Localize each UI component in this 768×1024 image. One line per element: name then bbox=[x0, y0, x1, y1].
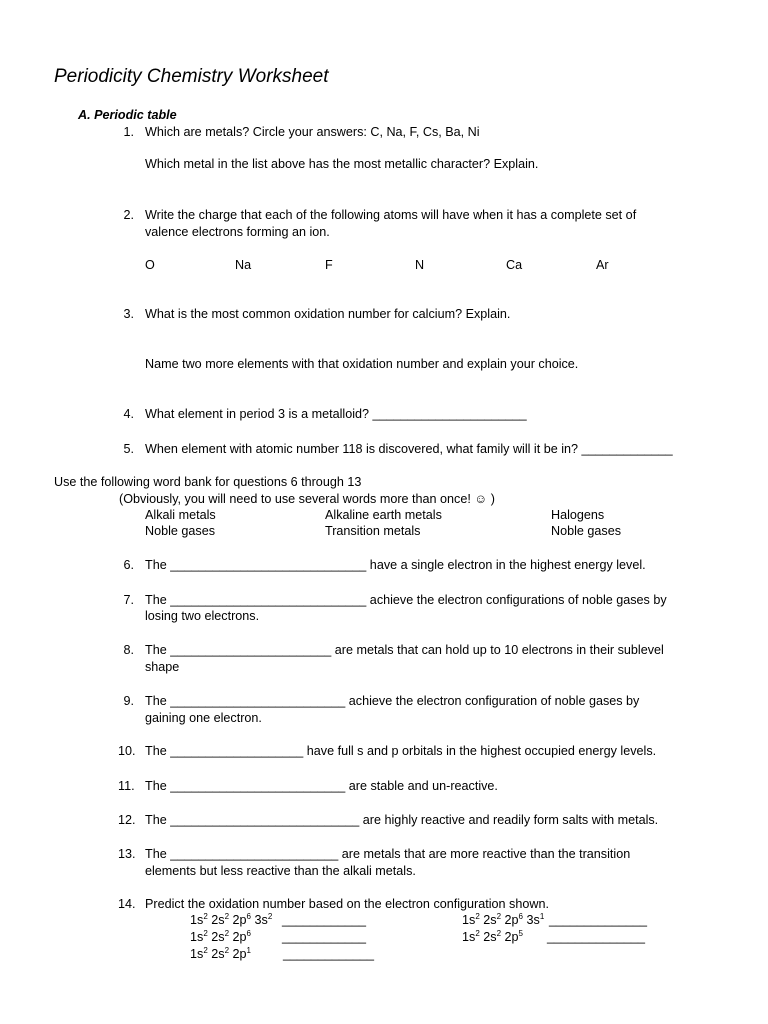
atom-symbol: F bbox=[325, 258, 333, 272]
question-subtext: Which metal in the list above has the most metallic character? Explain. bbox=[145, 157, 539, 171]
section-heading-periodic-table: A. Periodic table bbox=[78, 108, 177, 122]
question-number: 7. bbox=[123, 593, 134, 607]
question-subtext: Name two more elements with that oxidation number and explain your choice. bbox=[145, 357, 579, 371]
question-number: 10. bbox=[118, 744, 136, 758]
question-text-continued: losing two electrons. bbox=[145, 609, 260, 623]
question-text: The ____________________________ have a single electron in the highest energy level. bbox=[145, 558, 646, 572]
page-title: Periodicity Chemistry Worksheet bbox=[54, 66, 329, 87]
question-text: When element with atomic number 118 is discovered, what family will it be in? _____________ bbox=[145, 442, 673, 456]
question-text: The ____________________________ achieve the electron configurations of noble gases by bbox=[145, 593, 667, 607]
word-bank-intro: Use the following word bank for questions 6 through 13 bbox=[54, 475, 362, 489]
word-bank-term: Halogens bbox=[551, 508, 605, 522]
atom-symbol: Ca bbox=[506, 258, 523, 272]
word-bank-term: Noble gases bbox=[551, 524, 622, 538]
word-bank-term: Noble gases bbox=[145, 524, 216, 538]
question-text: The ___________________________ are highly reactive and readily form salts with metals. bbox=[145, 813, 659, 827]
question-text: What element in period 3 is a metalloid? ______________________ bbox=[145, 407, 527, 421]
question-number: 2. bbox=[123, 208, 134, 222]
atom-symbol: Na bbox=[235, 258, 252, 272]
electron-configuration: $1s^2$ $2s^2$ $2p^6$ $3s^1$ bbox=[462, 912, 545, 927]
question-text: Write the charge that each of the following atoms will have when it has a complete set of bbox=[145, 208, 637, 222]
question-number: 4. bbox=[123, 407, 134, 421]
question-number: 9. bbox=[123, 694, 134, 708]
question-text: The _______________________ are metals that can hold up to 10 electrons in their sublevel bbox=[145, 643, 664, 657]
question-text: The _________________________ are stable and un-reactive. bbox=[145, 779, 498, 793]
question-text: The ___________________ have full s and p orbitals in the highest occupied energy levels. bbox=[145, 744, 657, 758]
question-text-continued: valence electrons forming an ion. bbox=[145, 225, 330, 239]
question-number: 3. bbox=[123, 307, 134, 321]
question-number: 5. bbox=[123, 442, 134, 456]
answer-blank[interactable]: ____________ bbox=[282, 913, 367, 927]
question-text-continued: gaining one electron. bbox=[145, 711, 262, 725]
electron-configuration: $1s^2$ $2s^2$ $2p^1$ bbox=[190, 946, 251, 961]
electron-configuration: $1s^2$ $2s^2$ $2p^5$ bbox=[462, 929, 523, 944]
question-number: 13. bbox=[118, 847, 136, 861]
question-number: 14. bbox=[118, 897, 136, 911]
word-bank-term: Alkali metals bbox=[145, 508, 216, 522]
atom-symbol: N bbox=[415, 258, 425, 272]
question-number: 12. bbox=[118, 813, 136, 827]
answer-blank[interactable]: _____________ bbox=[283, 947, 375, 961]
word-bank-term: Alkaline earth metals bbox=[325, 508, 442, 522]
answer-blank[interactable]: ______________ bbox=[547, 930, 646, 944]
answer-blank[interactable]: ______________ bbox=[549, 913, 648, 927]
atom-symbol: Ar bbox=[596, 258, 609, 272]
electron-configuration: $1s^2$ $2s^2$ $2p^6$ bbox=[190, 929, 251, 944]
question-text-continued: shape bbox=[145, 660, 180, 674]
word-bank-note: (Obviously, you will need to use several words more than once! ☺ ) bbox=[119, 492, 495, 506]
question-number: 6. bbox=[123, 558, 134, 572]
question-text: What is the most common oxidation number for calcium? Explain. bbox=[145, 307, 511, 321]
question-text: Predict the oxidation number based on the electron configuration shown. bbox=[145, 897, 549, 911]
question-number: 8. bbox=[123, 643, 134, 657]
question-number: 1. bbox=[123, 125, 134, 139]
atom-symbol: O bbox=[145, 258, 155, 272]
electron-configuration: $1s^2$ $2s^2$ $2p^6$ $3s^2$ bbox=[190, 912, 273, 927]
word-bank-term: Transition metals bbox=[325, 524, 421, 538]
question-number: 11. bbox=[118, 779, 135, 793]
answer-blank[interactable]: ____________ bbox=[282, 930, 367, 944]
question-text: Which are metals? Circle your answers: C, Na, F, Cs, Ba, Ni bbox=[145, 125, 480, 139]
question-text: The _________________________ achieve the electron configuration of noble gases by bbox=[145, 694, 640, 708]
question-text: The ________________________ are metals that are more reactive than the transition bbox=[145, 847, 631, 861]
question-text-continued: elements but less reactive than the alkali metals. bbox=[145, 864, 416, 878]
